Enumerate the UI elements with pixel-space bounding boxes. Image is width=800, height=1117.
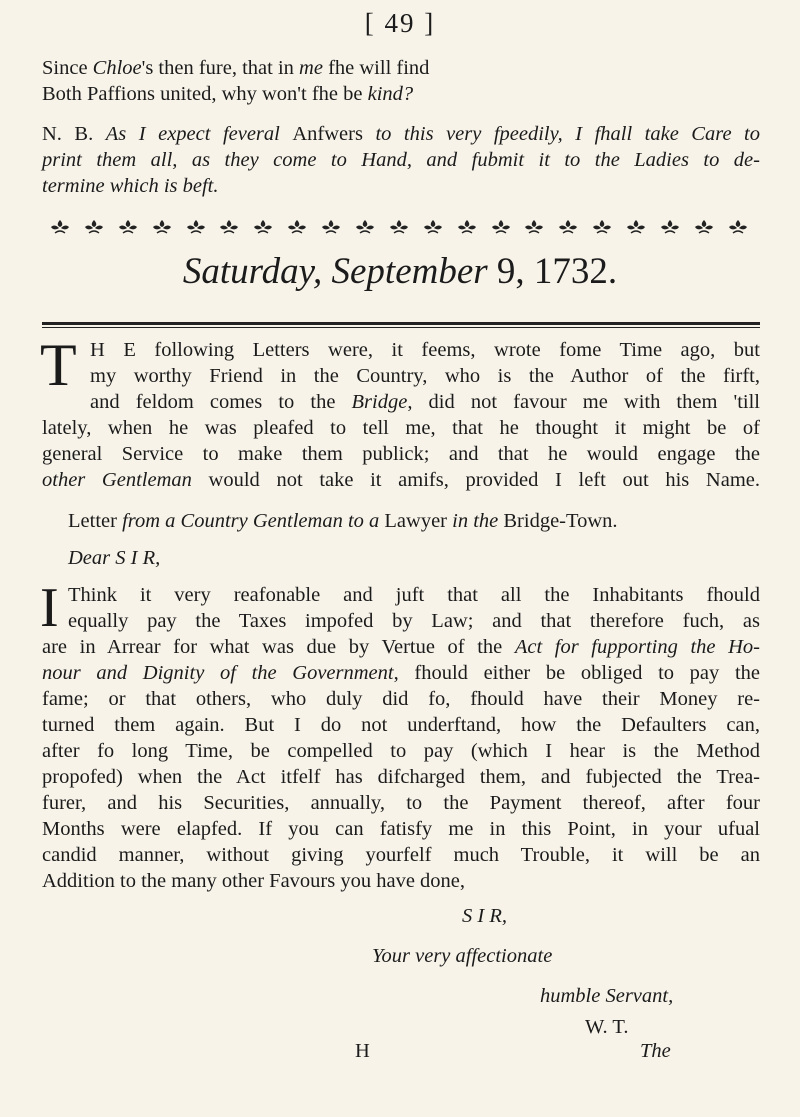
salutation: Dear S I R, <box>68 547 161 569</box>
verse-line-2: Both Paffions united, why won't fhe be kind? <box>42 83 414 105</box>
ornament-icon <box>624 218 648 236</box>
intro-line-1: H E following Letters were, it feems, wrote fome Time ago, but <box>90 339 760 361</box>
closing-signature: W. T. <box>585 1016 629 1038</box>
page-number: [ 49 ] <box>364 8 436 38</box>
ornament-icon <box>116 218 140 236</box>
nb-line-3: termine which is beft. <box>42 175 219 197</box>
body-line-10: Months were elapfed. If you can fatisfy me in this Point, in your ufual <box>42 818 760 840</box>
body-line-12: Addition to the many other Favours you have done, <box>42 870 466 892</box>
letter-title: Letter from a Country Gentleman to a Lawyer in the Bridge-Town. <box>68 510 618 532</box>
ornament-icon <box>556 218 580 236</box>
ornament-icon <box>48 218 72 236</box>
body-line-4: nour and Dignity of the Government, fhould either be obliged to pay the <box>42 662 760 684</box>
ornament-icon <box>217 218 241 236</box>
body-line-8: propofed) when the Act itfelf has difcharged them, and fubjected the Trea- <box>42 766 760 788</box>
drop-cap-t: T <box>40 332 77 398</box>
intro-line-6: other Gentleman would not take it amifs, provided I left out his Name. <box>42 469 760 491</box>
ornament-icon <box>522 218 546 236</box>
nb-line-1: N. B. As I expect feveral Anfwers to this very fpeedily, I fhall take Care to <box>42 123 761 145</box>
ornament-icon <box>319 218 343 236</box>
intro-line-5: general Service to make them publick; and that he would engage the <box>42 443 760 465</box>
body-line-7: after fo long Time, be compelled to pay (which I hear is the Method <box>42 740 760 762</box>
heading-rule <box>42 322 760 328</box>
ornament-icon <box>692 218 716 236</box>
ornament-icon <box>150 218 174 236</box>
ornament-icon <box>184 218 208 236</box>
body-line-9: furer, and his Securities, annually, to the Payment thereof, after four <box>42 792 760 814</box>
intro-line-3: and feldom comes to the Bridge, did not favour me with them 'till <box>90 391 760 413</box>
intro-line-2: my worthy Friend in the Country, who is the Author of the firft, <box>90 365 760 387</box>
body-line-2: equally pay the Taxes impofed by Law; and that therefore fuch, as <box>68 610 760 632</box>
nb-line-2: print them all, as they come to Hand, and fubmit it to the Ladies to de- <box>42 149 760 171</box>
body-line-5: fame; or that others, who duly did fo, fhould have their Money re- <box>42 688 760 710</box>
ornament-icon <box>658 218 682 236</box>
closing-affectionate: Your very affectionate <box>372 945 553 967</box>
body-line-1: Think it very reafonable and juft that all the Inhabitants fhould <box>68 584 760 606</box>
ornament-icon <box>353 218 377 236</box>
body-line-6: turned them again. But I do not underftand, how the Defaulters can, <box>42 714 760 736</box>
ornament-icon <box>726 218 750 236</box>
verse-line-1: Since Chloe's then fure, that in me fhe will find <box>42 57 430 79</box>
body-line-3: are in Arrear for what was due by Vertue of the Act for fupporting the Ho- <box>42 636 760 658</box>
ornament-icon <box>251 218 275 236</box>
ornament-icon <box>285 218 309 236</box>
signature-mark: H <box>355 1040 370 1062</box>
ornament-icon <box>387 218 411 236</box>
date-heading: Saturday, September 9, 1732. <box>182 251 618 292</box>
ornament-icon <box>489 218 513 236</box>
drop-cap-i: I <box>40 577 59 639</box>
ornament-icon <box>455 218 479 236</box>
closing-humble: humble Servant, <box>540 985 674 1007</box>
ornament-band <box>48 216 750 238</box>
ornament-icon <box>421 218 445 236</box>
closing-sir: S I R, <box>462 905 507 927</box>
body-line-11: candid manner, without giving yourfelf much Trouble, it will be an <box>42 844 760 866</box>
catchword: The <box>640 1040 671 1062</box>
intro-line-4: lately, when he was pleafed to tell me, that he thought it might be of <box>42 417 760 439</box>
ornament-icon <box>590 218 614 236</box>
ornament-icon <box>82 218 106 236</box>
